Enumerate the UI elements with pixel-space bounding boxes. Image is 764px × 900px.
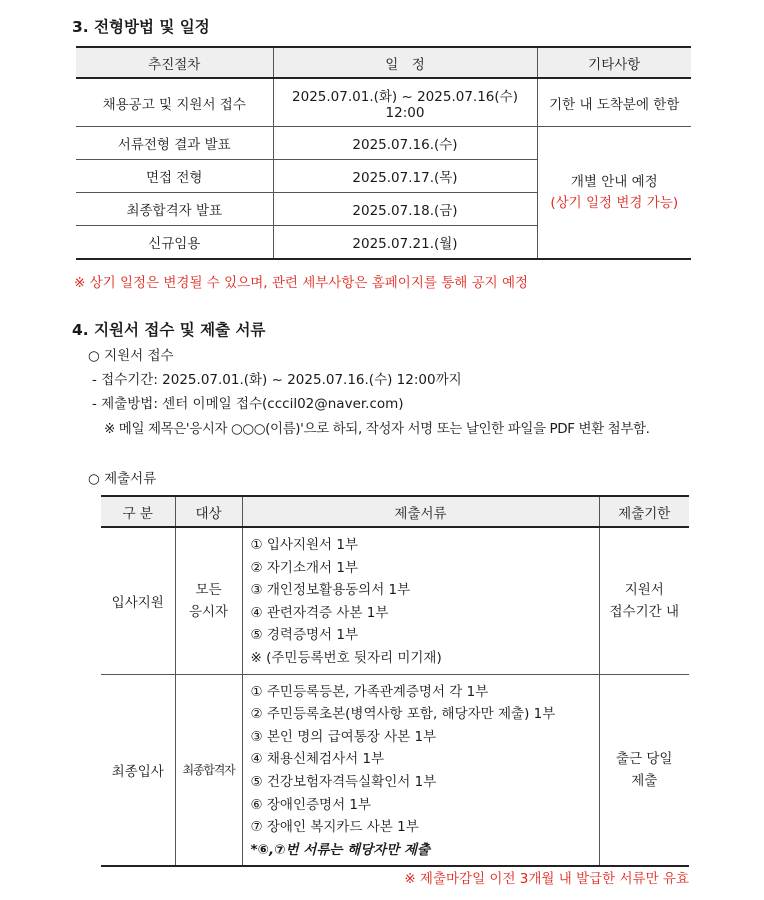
header-category: 구 분 — [101, 496, 175, 527]
documents-row — [101, 674, 689, 866]
deadline-cell — [599, 527, 689, 674]
list-item: ③ 본인 명의 급여통장 사본 1부 — [250, 728, 437, 745]
schedule-header-row — [76, 47, 691, 78]
date-cell: 2025.07.16.(수) — [273, 127, 537, 160]
documents-list-cell — [242, 674, 599, 866]
apply-period: - 접수기간: 2025.07.01.(화) ~ 2025.07.16.(수) 12:00까지 — [92, 372, 462, 388]
header-deadline: 제출기한 — [599, 496, 689, 527]
category-cell: 입사지원 — [101, 527, 175, 674]
deadline-line2: 접수기간 내 — [609, 603, 679, 620]
date-cell: 2025.07.01.(화) ~ 2025.07.16(수) 12:00 — [273, 78, 537, 127]
target-cell — [175, 527, 242, 674]
deadline-line1: 출근 당일 — [616, 750, 673, 767]
documents-footnote: ※ 제출마감일 이전 3개월 내 발급한 서류만 유효 — [404, 871, 689, 887]
list-item: ② 주민등록초본(병역사항 포함, 해당자만 제출) 1부 — [250, 706, 556, 723]
merged-note-line2: (상기 일정 변경 가능) — [550, 194, 679, 211]
list-item: ① 입사지원서 1부 — [250, 537, 359, 553]
apply-title: ○ 지원서 접수 — [88, 348, 174, 364]
merged-note-line1: 개별 안내 예정 — [570, 173, 658, 190]
list-item: ⑤ 건강보험자격득실확인서 1부 — [250, 773, 437, 790]
step-cell: 면접 전형 — [76, 160, 273, 193]
list-item: ① 주민등록등본, 가족관계증명서 각 1부 — [250, 683, 489, 700]
list-item: ② 자기소개서 1부 — [250, 559, 359, 576]
step-cell: 최종합격자 발표 — [76, 193, 273, 226]
header-documents: 제출서류 — [242, 496, 599, 527]
deadline-cell — [599, 674, 689, 866]
note-cell: 기한 내 도착분에 한함 — [537, 78, 691, 127]
documents-list-cell — [242, 527, 599, 674]
header-step: 추진절차 — [76, 47, 273, 78]
schedule-footnote: ※ 상기 일정은 변경될 수 있으며, 관련 세부사항은 홈페이지를 통해 공지 예정 — [74, 275, 529, 291]
deadline-line2: 제출 — [631, 772, 658, 789]
list-item: ④ 채용신체검사서 1부 — [250, 751, 385, 768]
schedule-table — [76, 46, 691, 260]
section3-heading: 3. 전형방법 및 일정 — [72, 18, 210, 36]
date-cell: 2025.07.18.(금) — [273, 193, 537, 226]
list-item: ※ (주민등록번호 뒷자리 미기재) — [250, 649, 442, 666]
documents-row — [101, 527, 689, 674]
docs-title: ○ 제출서류 — [88, 471, 157, 487]
target-line1: 모든 — [195, 581, 222, 598]
apply-method: - 제출방법: 센터 이메일 접수(cccil02@naver.com) — [92, 396, 404, 412]
list-item: ④ 관련자격증 사본 1부 — [250, 604, 389, 621]
mail-note: ※ 메일 제목은'응시자 ○○○(이름)'으로 하되, 작성자 서명 또는 날인한 파일을 PDF 변환 첨부함. — [104, 421, 650, 437]
documents-table — [101, 495, 689, 867]
list-item: ⑦ 장애인 복지카드 사본 1부 — [250, 819, 419, 836]
emphasis-note: *⑥,⑦번 서류는 해당자만 제출 — [250, 841, 431, 858]
list-item: ③ 개인정보활용동의서 1부 — [250, 582, 411, 599]
date-cell: 2025.07.21.(월) — [273, 226, 537, 260]
header-target: 대상 — [175, 496, 242, 527]
header-date: 일 정 — [273, 47, 537, 78]
list-item: ⑤ 경력증명서 1부 — [250, 627, 359, 644]
header-note: 기타사항 — [537, 47, 691, 78]
merged-note-cell — [537, 127, 691, 260]
step-cell: 채용공고 및 지원서 접수 — [76, 78, 273, 127]
category-cell: 최종입사 — [101, 674, 175, 866]
step-cell: 서류전형 결과 발표 — [76, 127, 273, 160]
schedule-row — [76, 127, 691, 160]
target-line2: 응시자 — [188, 603, 229, 620]
schedule-row — [76, 78, 691, 127]
list-item: ⑥ 장애인증명서 1부 — [250, 796, 372, 813]
section4-heading: 4. 지원서 접수 및 제출 서류 — [72, 321, 266, 339]
documents-header-row — [101, 496, 689, 527]
date-cell: 2025.07.17.(목) — [273, 160, 537, 193]
target-cell: 최종합격자 — [175, 674, 242, 866]
step-cell: 신규임용 — [76, 226, 273, 260]
deadline-line1: 지원서 — [624, 581, 664, 598]
